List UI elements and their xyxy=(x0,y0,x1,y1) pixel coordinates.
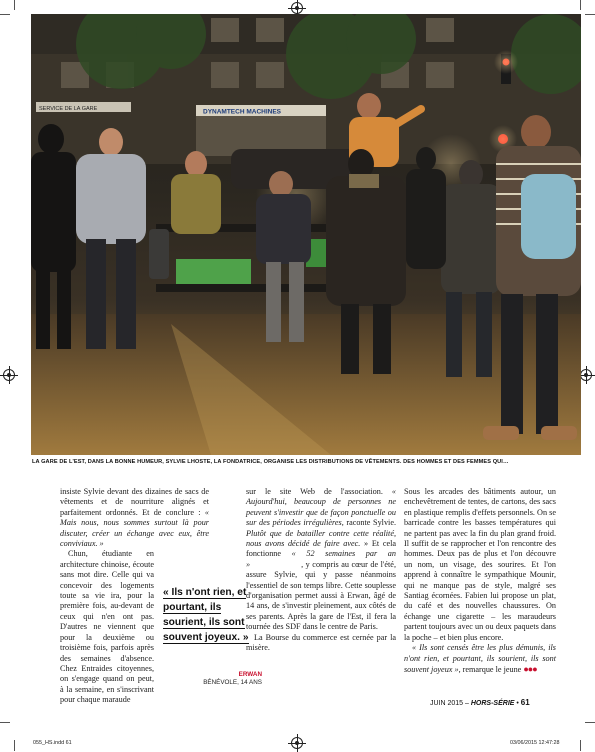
crop-mark xyxy=(580,740,581,751)
paragraph xyxy=(246,487,396,633)
page-number: 61 xyxy=(520,698,530,707)
text: sur le site Web de l'association. xyxy=(246,487,383,496)
photo-caption: LA GARE DE L'EST, DANS LA BONNE HUMEUR, SYLVIE LHOSTE, LA FONDATRICE, ORGANISE LES DISTRIBUTIONS DE VÊTEMENTS. DES HOMMES ET DES FEMMES QUI… xyxy=(32,459,509,465)
article-column-3 xyxy=(404,487,556,675)
paragraph: Sous les arcades des bâtiments autour, un enchevêtrement de tentes, de cartons, des sacs en plastique remplis d'effets personnels. On se barricade contre les basses températures qui ne partent pas avec la fin du plan grand froid. Il suffit de se rapprocher et l'on rencontre des hommes. Deux pas de plus et l'on découvre un nom, un visage, des sourires. Et l'on apprend à connaître le sympathique Mounir, qui ne manque pas de style, malgré ses Santiag écornées. Fabien lui propose un plat, du café et des nouvelles chaussures. On échange une cigarette – les maraudeurs partent toujours avec un ou deux paquets dans la poche – et bien plus encore. xyxy=(404,487,556,642)
shop-sign-left: SERVICE DE LA GARE xyxy=(39,106,98,112)
quote: « Mais nous, nous sommes surtout là pour discuter, créer un échange avec eux, être conviviaux. » xyxy=(60,507,209,549)
quote: « 52 semaines par an » xyxy=(246,549,396,569)
text: , y compris au cœur de l'été, assure Sylvie, qui y passe néanmoins l'essentiel de son temps libre. Cette souplesse d'organisation permet aussi à Erwan, âgé de 14 ans, de s'investir pleinement, aux côtés de ses parents. Après la gare de l'Est, il fera la tournée des SDF dans le centre de Paris. xyxy=(246,559,396,632)
paragraph: Chun, étudiante en architecture chinoise, écoute sans mot dire. Celle qui va concevoir des logements toute sa vie ira, pour la première fois, au-devant de ceux qui n'en ont pas. D'autres ne viennent que pour la deuxième ou troisième fois, parfois après des semaines d'absence. Chez Entraides citoyennes, on s'engage quand on peut, à la semaine, en s'inscrivant pour chaque maraude xyxy=(60,549,154,705)
pull-quote xyxy=(163,585,258,645)
pull-quote-role: BÉNÉVOLE, 14 ANS xyxy=(203,679,262,686)
pull-quote-author: ERWAN xyxy=(238,671,262,678)
crop-mark xyxy=(0,14,10,15)
pull-quote-text: « Ils n'ont rien, et pourtant, ils sourient, ils sont souvent joyeux. » xyxy=(163,587,249,643)
paragraph xyxy=(404,643,556,675)
registration-mark-bottom xyxy=(291,737,303,749)
folio-separator: • xyxy=(516,700,519,707)
quote: « Aujourd'hui, beaucoup de personnes ne peuvent s'investir que de façon ponctuelle ou sur des périodes irrégulières xyxy=(246,487,397,528)
quote: Plutôt que de batailler contre cette réalité, nous avons décidé de faire avec. xyxy=(246,528,396,549)
photo-illustration xyxy=(31,14,581,455)
slug-file: 055_HS.indd 61 xyxy=(33,740,72,746)
registration-mark-left xyxy=(3,369,15,381)
text: , remarque le jeune xyxy=(458,664,522,674)
shop-sign-machines: DYNAMTECH MACHINES xyxy=(203,108,281,116)
folio-magazine: HORS-SÉRIE xyxy=(470,700,515,707)
crop-mark xyxy=(0,722,10,723)
crop-mark xyxy=(14,740,15,751)
crop-mark xyxy=(580,0,581,10)
pull-quote-attribution xyxy=(195,671,262,687)
text: insiste Sylvie devant des dizaines de sacs de vêtements et de nourriture alignés et parfaitement ordonnés. Et de conclure : xyxy=(60,487,209,517)
quote: « Ils sont censés être les plus démunis, ils n'ont rien, et pourtant, ils sourient, ils sont souvent joyeux » xyxy=(404,643,556,674)
text: » Et cela fonctionne xyxy=(246,539,396,559)
slug-date: 03/06/2015 12:47:28 xyxy=(510,740,560,746)
folio-date: JUIN 2015 – xyxy=(430,700,469,707)
article-column-2 xyxy=(246,487,396,654)
crop-mark xyxy=(585,14,595,15)
page-folio xyxy=(430,698,530,707)
continuation-dots: ●●● xyxy=(523,663,537,674)
registration-mark-right xyxy=(580,369,592,381)
paragraph xyxy=(60,487,209,549)
crop-mark xyxy=(14,0,15,10)
paragraph: La Bourse du commerce est cernée par la misère. xyxy=(246,632,396,653)
text: , raconte Sylvie. xyxy=(341,518,396,528)
crop-mark xyxy=(585,722,595,723)
night-street-photo xyxy=(31,14,581,455)
registration-mark-top xyxy=(291,2,303,14)
